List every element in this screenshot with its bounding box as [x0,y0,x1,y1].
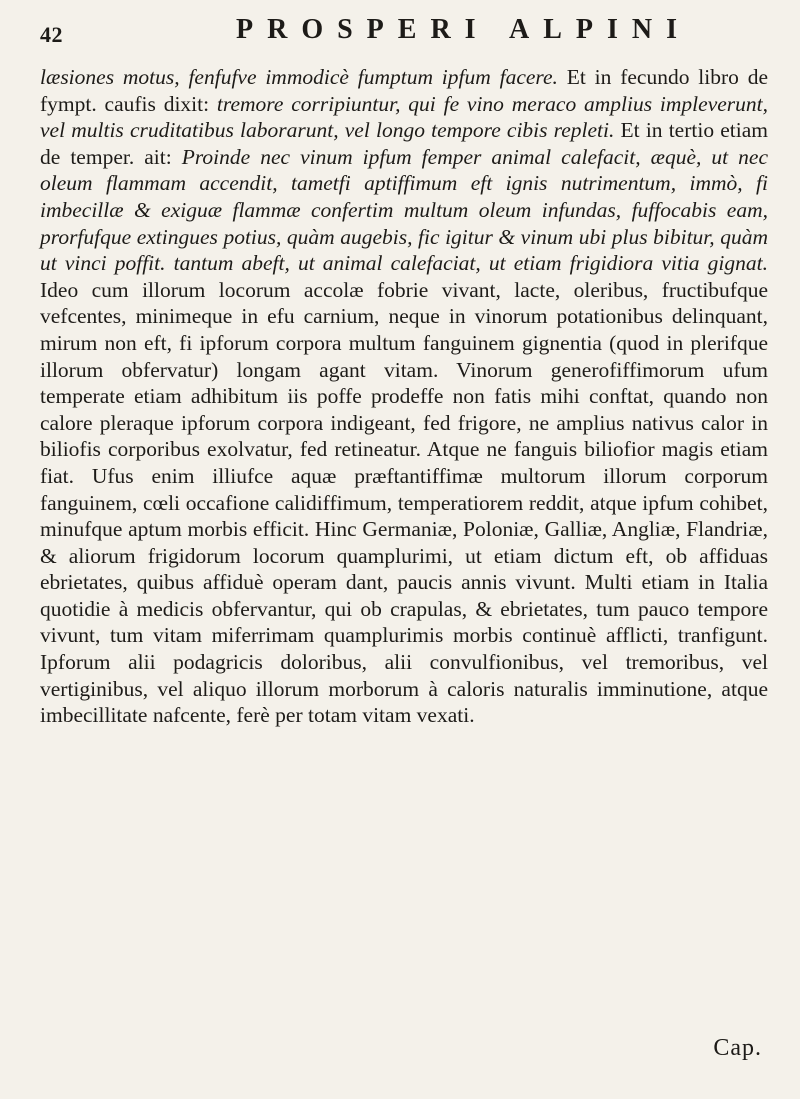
text-segment: Ideo cum illorum locorum accolæ fobrie vivant, lacte, oleribus, fructibufque vefcentes, minimeque in efu carnium, neque in vinorum potationibus delinquant, mirum non eft, fi ipforum corpora multum fanguinem gignentia (quod in plerifque illorum obfervatur) longam agant vitam. Vinorum generofiffimorum ufum temperate etiam adhibitum iis poffe prodeffe non fatis mihi conftat, quando non calore pleraque ipforum corpora indigeant, fed frigore, ne amplius nativus calor in biliofis corporibus exolvatur, fed retineatur. Atque ne fanguis biliofior magis etiam fiat. Ufus enim illiufce aquæ præftantiffimæ multorum illorum corporum fanguinem, cœli occafione calidiffimum, temperatiorem reddit, atque ipfum cohibet, minufque aptum morbis efficit. Hinc Germaniæ, Poloniæ, Galliæ, Angliæ, Flandriæ, & aliorum frigidorum locorum quamplurimi, ut etiam dictum eft, ob affiduas ebrietates, quibus affiduè operam dant, paucis annis vivunt. Multi etiam in Italia quotidie à medicis obfervantur, qui ob crapulas, & ebrietates, tum pauco tempore vivunt, tum vitam miferrimam quamplurimis morbis continuè afflicti, tranfigunt. Ipforum alii podagricis doloribus, alii convulfionibus, vel tremoribus, vel vertiginibus, vel aliquo illorum morborum à caloris naturalis imminutione, atque imbecillitate nafcente, ferè per totam vitam vexati. [40,277,768,728]
running-head: PROSPERI ALPINI [236,14,692,45]
paragraph [40,64,768,729]
page-number: 42 [40,22,63,47]
catchword: Cap. [713,1035,762,1061]
body-text [40,64,768,729]
quoted-text-segment: tremore corripiuntur, qui fe vino meraco amplius impleverunt, vel multis cruditatibus laborarunt, vel longo tempore cibis repleti. [40,91,769,143]
text-segment: Et in fecundo libro de fympt. caufis dixit: [40,65,768,116]
quoted-text-segment: Proinde nec vinum ipfum femper animal calefacit, æquè, ut nec oleum flammam accendit, tametfi aptiffimum eft ignis nutrimentum, immò, fi imbecillæ & exiguæ flammæ confertim multum oleum infundas, fuffocabis eam, prorfufque extingues potius, quàm augebis, fic igitur & vinum ubi plus bibitur, quàm ut vinci poffit. tantum abeft, ut animal calefaciat, ut etiam frigidiora vitia gignat. [40,144,768,276]
text-segment: Et in tertio etiam de temper. ait: [40,118,768,169]
quoted-text-segment: læsiones motus, fenfufve immodicè fumptum ipfum facere. [40,65,558,89]
page-header [40,14,740,54]
